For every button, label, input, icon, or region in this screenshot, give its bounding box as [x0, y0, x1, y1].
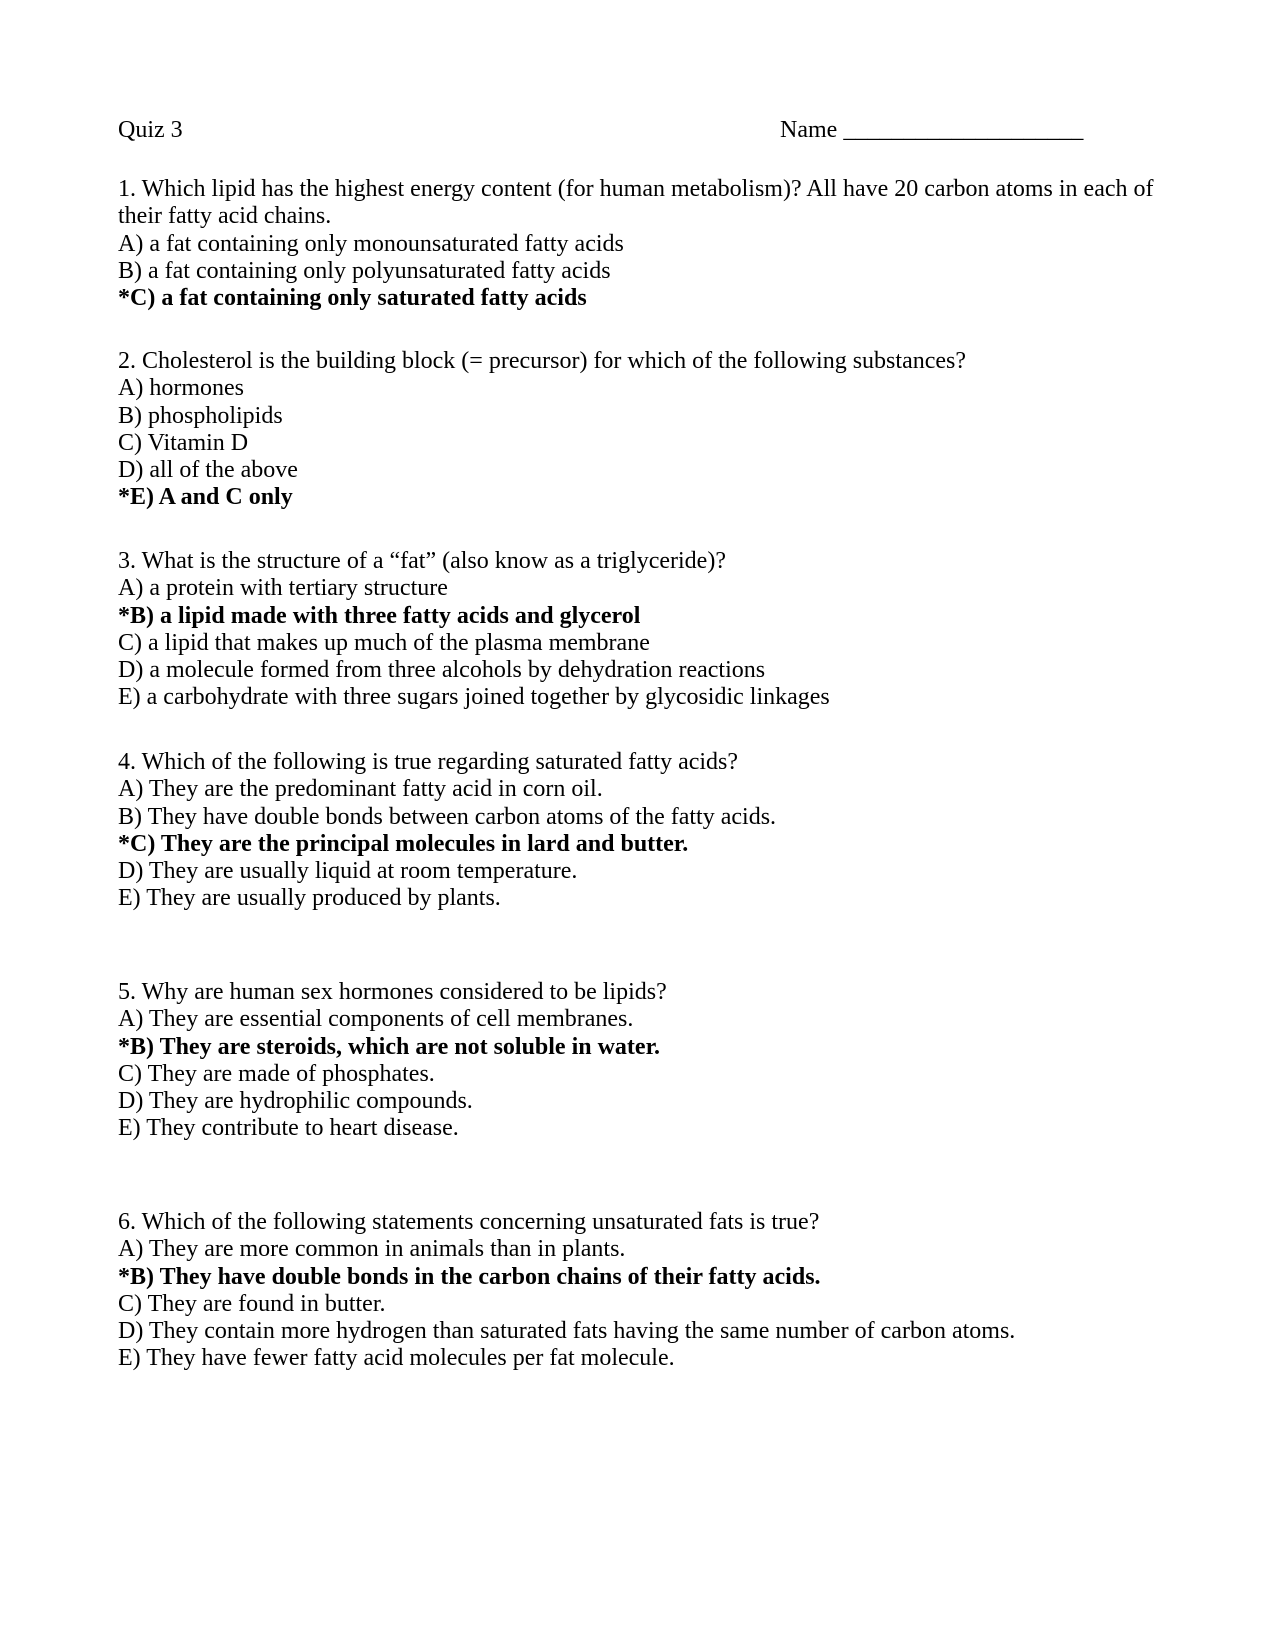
option-a: A) a protein with tertiary structure: [118, 575, 448, 602]
option-b-correct: *B) a lipid made with three fatty acids and glycerol: [118, 602, 641, 629]
option-a: A) hormones: [118, 375, 244, 402]
question-6: [118, 1209, 1178, 1373]
option-e: E) a carbohydrate with three sugars joined together by glycosidic linkages: [118, 684, 830, 711]
option-a: A) They are essential components of cell membranes.: [118, 1006, 634, 1033]
option-b-correct: *B) They are steroids, which are not soluble in water.: [118, 1033, 661, 1060]
question-4: [118, 749, 1178, 913]
option-c: C) They are made of phosphates.: [118, 1060, 435, 1087]
question-text: 3. What is the structure of a “fat” (also know as a triglyceride)?: [118, 548, 726, 574]
option-b: B) a fat containing only polyunsaturated fatty acids: [118, 257, 611, 284]
option-c: C) a lipid that makes up much of the plasma membrane: [118, 629, 650, 656]
name-label: Name: [780, 117, 838, 143]
option-d: D) They contain more hydrogen than saturated fats having the same number of carbon atoms.: [118, 1318, 1016, 1345]
option-c: C) Vitamin D: [118, 429, 249, 456]
option-c-correct: *C) a fat containing only saturated fatty acids: [118, 285, 587, 312]
question-2: [118, 348, 1178, 512]
question-text: 4. Which of the following is true regarding saturated fatty acids?: [118, 749, 739, 775]
option-e: E) They have fewer fatty acid molecules per fat molecule.: [118, 1345, 675, 1372]
option-e: E) They contribute to heart disease.: [118, 1115, 459, 1142]
option-d: D) They are usually liquid at room temperature.: [118, 858, 578, 885]
option-d: D) a molecule formed from three alcohols by dehydration reactions: [118, 657, 766, 684]
question-5: [118, 979, 1178, 1143]
name-blank-line: ____________________: [843, 117, 1084, 143]
name-field: [780, 117, 1083, 144]
question-text: 6. Which of the following statements concerning unsaturated fats is true?: [118, 1209, 820, 1235]
option-e-correct: *E) A and C only: [118, 484, 293, 511]
option-a: A) They are the predominant fatty acid in corn oil.: [118, 776, 603, 803]
option-c: C) They are found in butter.: [118, 1290, 386, 1317]
quiz-title: Quiz 3: [118, 117, 183, 143]
question-text: 1. Which lipid has the highest energy content (for human metabolism)? All have 20 carbon atoms in each of their fatty acid chains.: [118, 176, 1154, 230]
option-b: B) phospholipids: [118, 402, 283, 429]
question-3: [118, 548, 1178, 712]
option-a: A) They are more common in animals than in plants.: [118, 1236, 626, 1263]
option-d: D) all of the above: [118, 457, 298, 484]
question-1: [118, 176, 1178, 312]
question-text: 5. Why are human sex hormones considered to be lipids?: [118, 979, 667, 1005]
option-c-correct: *C) They are the principal molecules in lard and butter.: [118, 830, 689, 857]
option-a: A) a fat containing only monounsaturated fatty acids: [118, 230, 624, 257]
option-b-correct: *B) They have double bonds in the carbon chains of their fatty acids.: [118, 1263, 821, 1290]
option-e: E) They are usually produced by plants.: [118, 885, 501, 912]
option-d: D) They are hydrophilic compounds.: [118, 1088, 473, 1115]
option-b: B) They have double bonds between carbon atoms of the fatty acids.: [118, 803, 777, 830]
question-text: 2. Cholesterol is the building block (= precursor) for which of the following substances?: [118, 348, 967, 374]
